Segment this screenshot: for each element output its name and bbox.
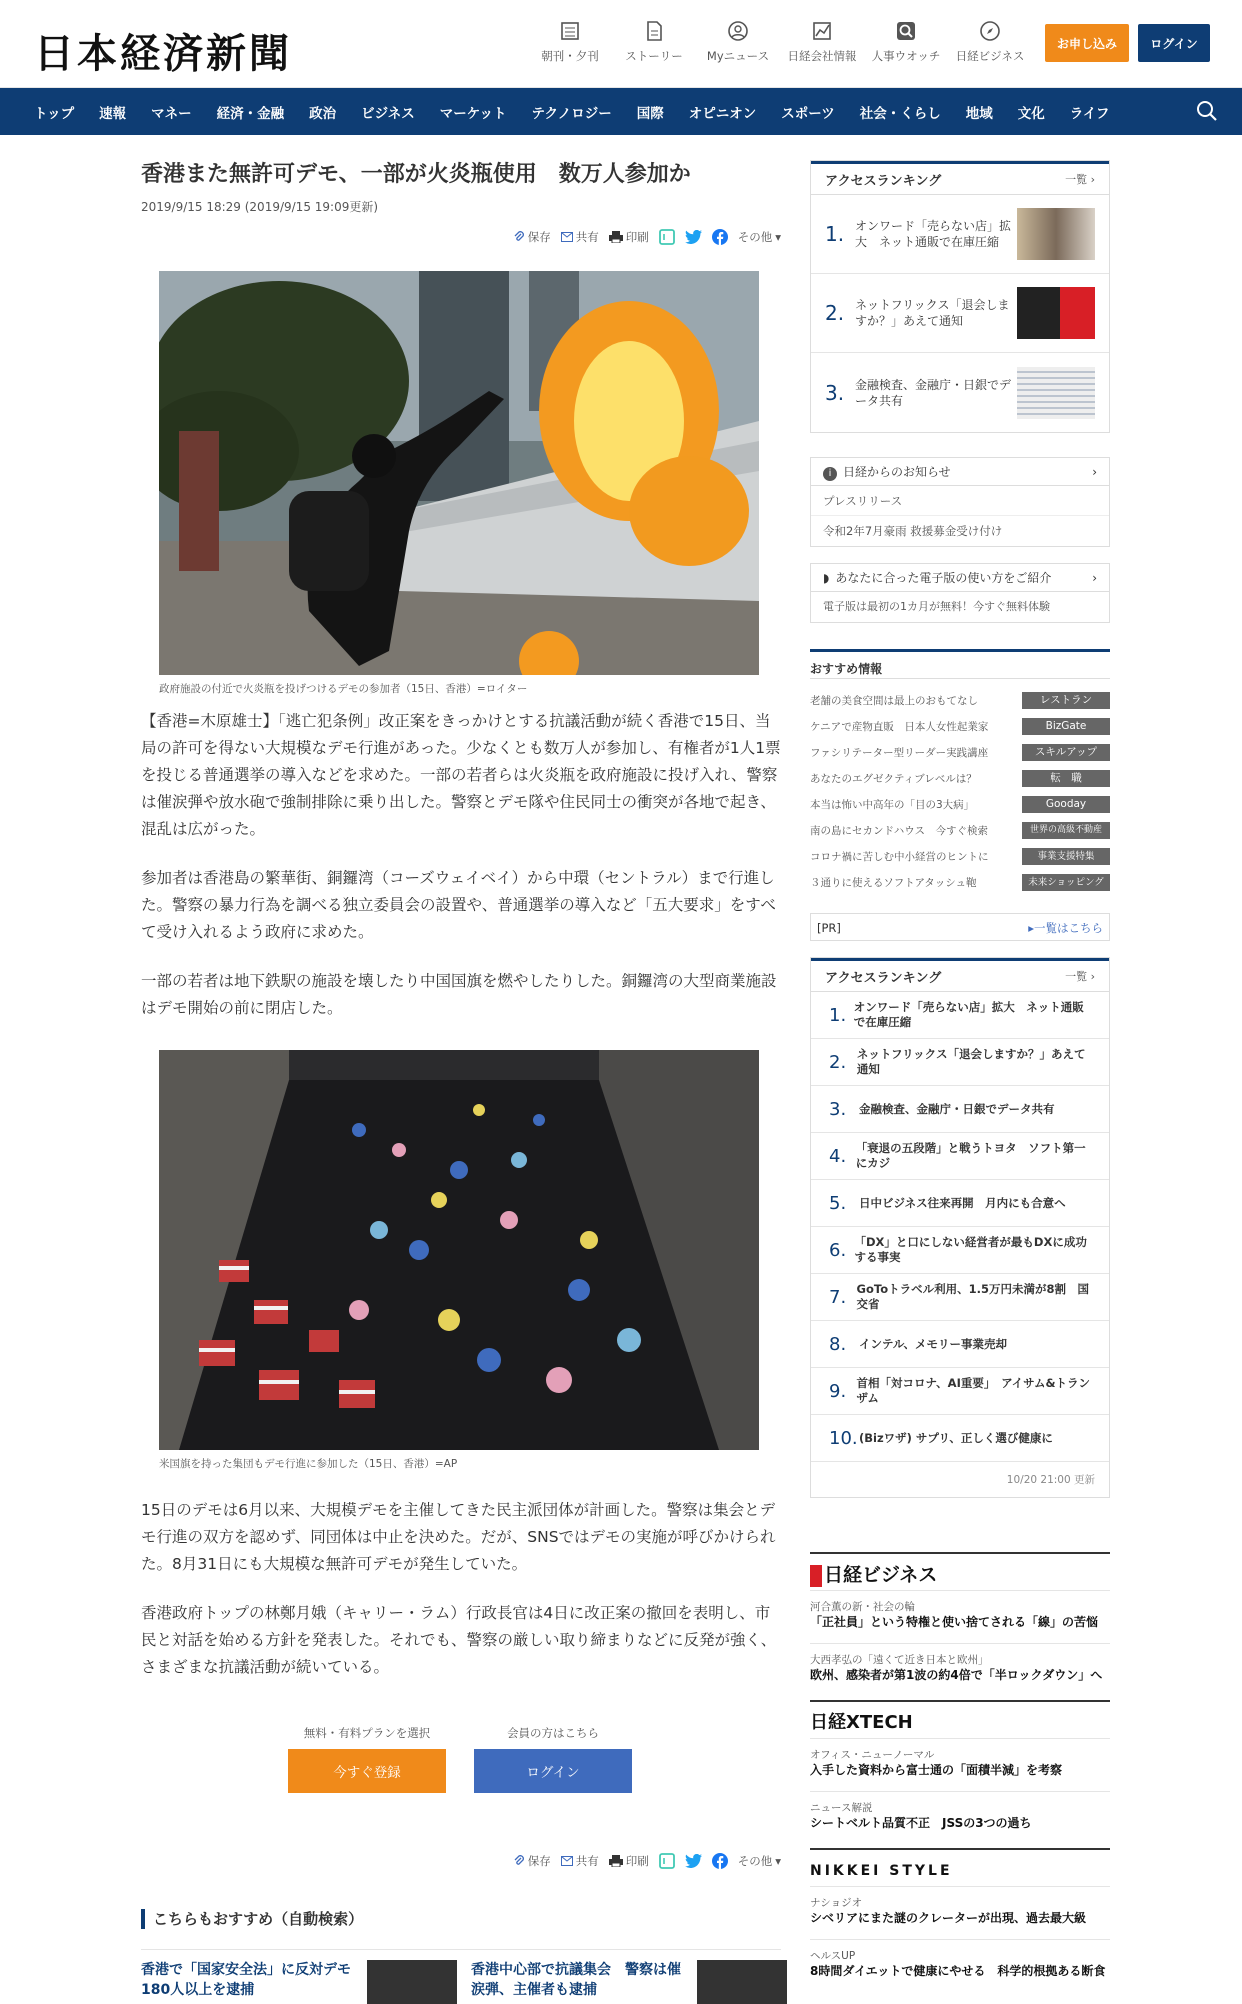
ranking-item[interactable]: 8. インテル、メモリー事業売却 [811,1321,1109,1368]
nav-item[interactable]: スポーツ [781,105,835,122]
edition-header[interactable]: ◗ あなたに合った電子版の使い方をご紹介 › [811,564,1109,592]
facebook-icon[interactable] [712,229,728,245]
ranking-item[interactable]: 5. 日中ビジネス往来再開 月内にも合意へ [811,1180,1109,1227]
ranking-item[interactable]: 2. ネットフリックス「退会しますか？」あえて通知 [811,274,1109,353]
more-share-menu[interactable]: その他 ▾ [737,1854,781,1868]
header-login-button[interactable]: ログイン [1138,24,1210,62]
photo-caption: 米国旗を持った集団もデモ行進に参加した（15日、香港）=AP [159,1458,458,1470]
printer-icon [609,231,623,243]
osusume-item[interactable]: 本当は怖い中高年の「目の3大病」 Gooday [810,791,1110,817]
nav-item[interactable]: 経済・金融 [216,105,285,122]
site-header [0,0,1242,88]
twitter-icon[interactable] [685,1854,702,1868]
nikkei-business-logo[interactable]: 日経ビジネス [810,1560,1110,1590]
share-button[interactable]: 共有 [561,1853,599,1869]
register-button[interactable]: 今すぐ登録 [288,1749,446,1793]
mail-icon [561,232,573,242]
share-bar-bottom [141,1851,781,1871]
chevron-right-icon: › [1092,571,1097,585]
member-label: 会員の方はこちら [507,1726,599,1740]
ranking-top [810,160,1110,433]
pr-label: [PR] [817,921,841,935]
login-button[interactable]: ログイン [474,1749,632,1793]
notice-row[interactable]: 令和2年7月豪雨 救援募金受け付け [823,524,1003,538]
chart-icon [811,20,833,42]
ranking-updated: 10/20 21:00 更新 [1006,1474,1095,1486]
nav-item[interactable]: ライフ [1069,105,1110,122]
share-bar [141,227,781,247]
notice-row[interactable]: プレスリリース [811,486,1109,516]
osusume-item[interactable]: 南の島にセカンドハウス 今すぐ検索 世界の高級不動産 [810,817,1110,843]
brand-item[interactable]: 河合薫の新・社会の輪 「正社員」という特権と使い捨てされる「線」の苦悩 [810,1590,1110,1643]
ranking-item[interactable]: 2. ネットフリックス「退会しますか？」あえて通知 [811,1039,1109,1086]
user-icon [727,20,749,42]
article-body-cont [141,1497,781,1681]
note-icon[interactable] [659,229,675,245]
recommend-thumb [697,1960,787,2004]
search-icon [895,20,917,42]
ranking-item[interactable]: 7. GoToトラベル利用、1.5万円未満が8割 国交省 [811,1274,1109,1321]
ranking-more-link[interactable]: 一覧 › [1065,173,1095,186]
osusume-item[interactable]: あなたのエグゼクティブレベルは？ 転 職 [810,765,1110,791]
paragraph: 【香港=木原雄士】「逃亡犯条例」改正案をきっかけとする抗議活動が続く香港で15日、当局の許可を得ない大規模なデモ行進があった。少なくとも数万人が参加し、有権者が1人1票を投じる普通選挙の導入などを求めた。一部の若者らは火炎瓶を政府施設に投げ入れ、警察は催涙弾や放水砲で強制排除に乗り出した。警察とデモ隊や住民同士の衝突が各地で起き、混乱は広がった。 [141,712,781,838]
ranking-item[interactable]: 3. 金融検査、金融庁・日銀でデータ共有 [811,1086,1109,1133]
header-icons [528,20,1032,64]
print-button[interactable]: 印刷 [609,229,649,245]
nav-item[interactable]: 政治 [309,105,337,122]
mail-icon [561,1856,573,1866]
brand-item[interactable]: オフィス・ニューノーマル 入手した資料から富士通の「面積半減」を考察 [810,1738,1110,1791]
ranking-item[interactable]: 1. オンワード「売らない店」拡大 ネット通販で在庫圧縮 [811,195,1109,274]
xtech-box [810,1700,1110,1844]
paragraph: 一部の若者は地下鉄駅の施設を壊したり中国国旗を燃やしたりした。銅鑼湾の大型商業施設はデモ開始の前に閉店した。 [141,972,777,1017]
twitter-icon[interactable] [685,230,702,244]
header-link-business[interactable]: 日経ビジネス [948,20,1032,64]
clip-icon [513,231,525,243]
pr-more-link[interactable]: ▸一覧はこちら [1028,921,1103,935]
nav-item[interactable]: オピニオン [688,105,757,122]
ranking-item[interactable]: 6. 「DX」と口にしない経営者が最もDXに成功する事実 [811,1227,1109,1274]
article [141,160,781,2004]
facebook-icon[interactable] [712,1853,728,1869]
save-button[interactable]: 保存 [513,1853,551,1869]
osusume-item[interactable]: 老舗の美食空間は最上のおもてなし レストラン [810,687,1110,713]
nav-item[interactable]: 地域 [965,105,993,122]
clip-icon [513,1855,525,1867]
notice-box [810,457,1110,547]
signup-cta [288,1725,781,1793]
header-link-paper[interactable]: 朝刊・夕刊 [528,20,612,64]
ranking-thumb [1017,287,1095,339]
paragraph: 香港政府トップの林鄭月娥（キャリー・ラム）行政長官は4日に改正案の撤回を表明し、市民と対話を始める方針を発表した。それでも、警察の厳しい取り締まりなどに反発が強く、さまざまな抗議活動が続いている。 [141,1604,777,1676]
compass-icon [979,20,1001,42]
nav-item[interactable]: マーケット [439,105,507,122]
ranking-item[interactable]: 10. (Bizワザ) サプリ、正しく選び健康に [811,1415,1109,1462]
shield-icon: ◗ [823,571,830,585]
brand-item[interactable]: ナショジオ シベリアにまた謎のクレーターが出現、過去最大級 [810,1886,1110,1939]
note-icon[interactable] [659,1853,675,1869]
nav-item[interactable]: トップ [34,105,75,122]
nav-item[interactable]: 国際 [636,105,664,122]
caret-down-icon: ▾ [775,1854,781,1868]
nikkei-business-box [810,1552,1110,1696]
paragraph: 参加者は香港島の繁華街、銅鑼湾（コーズウェイベイ）から中環（セントラル）まで行進した。警察の暴力行為を調べる独立委員会の設置や、普通選挙の導入など「五大要求」をすべて受け入れるよう政府に求めた。 [141,869,776,941]
article-photo-molotov [159,271,759,675]
nikkei-style-logo[interactable]: NIKKEI STYLE [810,1863,953,1879]
paragraph: 15日のデモは6月以来、大規模デモを主催してきた民主派団体が計画した。警察は集会とデモ行進の双方を認めず、同団体は中止を決めた。だが、SNSではデモの実施が呼びかけられた。8月31日にも大規模な無許可デモが発生していた。 [141,1501,776,1573]
info-icon: i [823,467,837,481]
ranking-title: アクセスランキング [825,173,942,189]
caret-down-icon: ▾ [775,230,781,244]
print-button[interactable]: 印刷 [609,1853,649,1869]
article-date: 2019/9/15 18:29 (2019/9/15 19:09更新) [141,200,379,214]
osusume-item[interactable]: ケニアで産物直販 日本人女性起業家 BizGate [810,713,1110,739]
recommend-list [141,1949,781,2004]
nikkei-style-box [810,1848,1110,1992]
header-link-mynews[interactable]: Myニュース [696,20,780,64]
share-button[interactable]: 共有 [561,229,599,245]
osusume-item[interactable]: ファシリテーター型リーダー実践講座 スキルアップ [810,739,1110,765]
ranking-item[interactable]: 9. 首相「対コロナ、AI重要」 アイサム&トランザム [811,1368,1109,1415]
ranking-full [810,957,1110,1498]
recommend-thumb [367,1960,457,2004]
notice-header[interactable]: i 日経からのお知らせ › [811,458,1109,486]
chevron-right-icon: › [1092,465,1097,479]
header-link-jinji[interactable]: 人事ウオッチ [864,20,948,64]
brand-item[interactable]: ニュース解説 シートベルト品質不正 JSSの3つの過ち [810,1791,1110,1844]
search-icon[interactable] [1196,100,1218,122]
article-body [141,708,781,1022]
nav-item[interactable]: 社会・くらし [859,105,941,122]
site-logo[interactable]: 日本経済新聞 [34,30,292,77]
header-link-story[interactable]: ストーリー [612,20,696,64]
plan-label: 無料・有料プランを選択 [303,1726,431,1740]
osusume-item[interactable]: コロナ禍に苦しむ中小経営のヒントに 事業支援特集 [810,843,1110,869]
nav-item[interactable]: 速報 [99,105,127,122]
article-title: 香港また無許可デモ、一部が火炎瓶使用 数万人参加か [141,162,691,187]
ranking-title: アクセスランキング [825,970,942,986]
ranking-thumb [1017,208,1095,260]
sidebar [810,160,1110,1992]
recommend-heading: こちらもおすすめ（自動検索） [141,1909,781,1929]
brand-item[interactable]: ヘルスUP 8時間ダイエットで健康にやせる 科学的根拠ある断食 [810,1939,1110,1992]
newspaper-icon [559,20,581,42]
edition-row[interactable]: 電子版は最初の1カ月が無料！今すぐ無料体験 [823,600,1050,613]
subscribe-button[interactable]: お申し込み [1045,24,1129,62]
document-icon [643,20,665,42]
recommend-item[interactable]: 香港で「国家安全法」に反対デモ 180人以上を逮捕 [141,1960,457,2004]
more-share-menu[interactable]: その他 ▾ [737,230,781,244]
nav-item[interactable]: テクノロジー [531,105,612,122]
save-button[interactable]: 保存 [513,229,551,245]
article-photo-march [159,1050,759,1450]
nav-item[interactable]: ビジネス [361,105,415,122]
main-nav [0,88,1242,135]
nav-item[interactable]: 文化 [1017,105,1045,122]
ranking-item[interactable]: 3. 金融検査、金融庁・日銀でデータ共有 [811,353,1109,432]
osusume-list [810,687,1110,895]
nav-item[interactable]: マネー [151,105,192,122]
ranking-item[interactable]: 4. 「衰退の五段階」と戦うトヨタ ソフト第一にカジ [811,1133,1109,1180]
header-link-company[interactable]: 日経会社情報 [780,20,864,64]
xtech-logo[interactable]: 日経XTECH [810,1712,913,1733]
ranking-thumb [1017,367,1095,419]
edition-box [810,563,1110,623]
pr-bar [810,913,1110,941]
printer-icon [609,1855,623,1867]
ranking-more-link[interactable]: 一覧 › [1065,970,1095,983]
brand-item[interactable]: 大西孝弘の「遠くて近き日本と欧州」 欧州、感染者が第1波の約4倍で「半ロックダウン」へ [810,1643,1110,1696]
osusume-item[interactable]: ３通りに使えるソフトアタッシュ鞄 未来ショッピング [810,869,1110,895]
osusume-title: おすすめ情報 [810,649,1110,679]
recommend-item[interactable]: 香港中心部で抗議集会 警察は催涙弾、主催者も逮捕 [471,1960,787,2004]
ranking-item[interactable]: 1. オンワード「売らない店」拡大 ネット通販で在庫圧縮 [811,992,1109,1039]
photo-caption: 政府施設の付近で火炎瓶を投げつけるデモの参加者（15日、香港）=ロイター [159,683,528,695]
